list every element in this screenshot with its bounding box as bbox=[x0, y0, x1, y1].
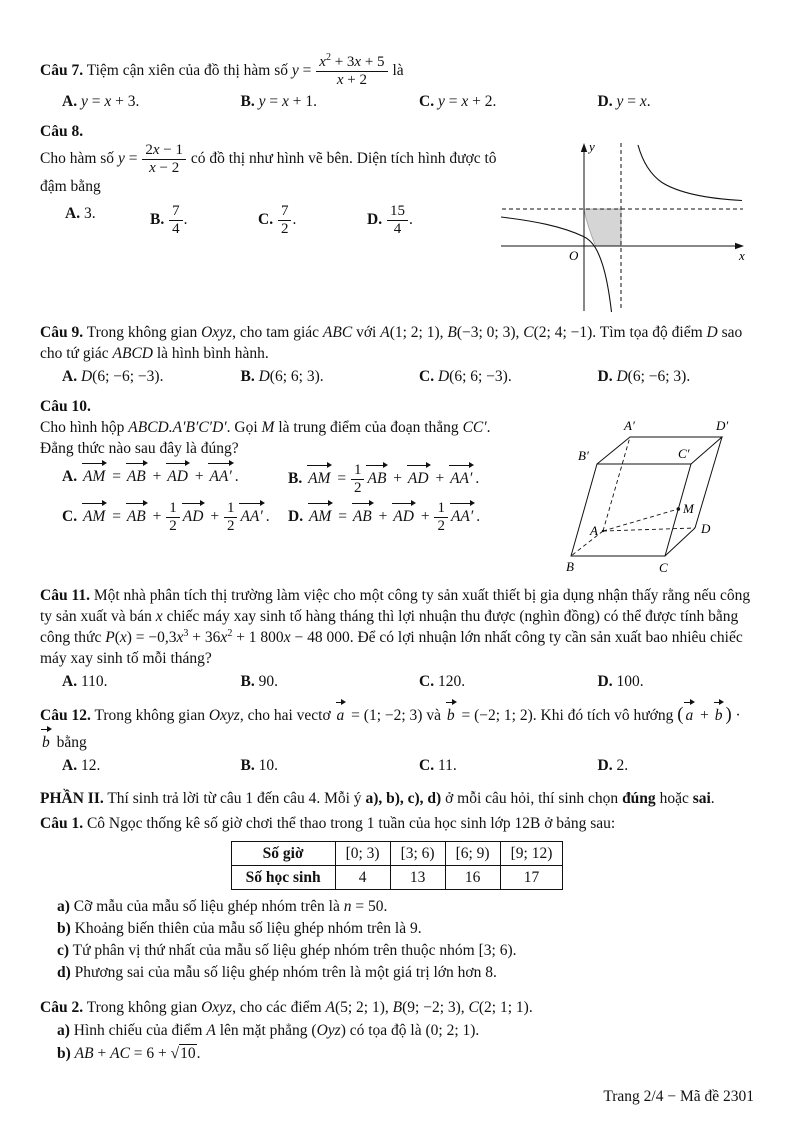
question-8-options bbox=[40, 203, 498, 238]
vertex-c-prime-label: C′ bbox=[678, 445, 690, 461]
item-a-text: Hình chiếu của điểm A lên mặt phẳng (Oyz) có tọa độ là (0; 2; 1). bbox=[73, 1022, 480, 1040]
option-c-value: $\frac{7}{2}$ . bbox=[277, 211, 296, 228]
part2-question-1-body: Cô Ngọc thống kê số giờ chơi thể thao trong 1 tuần của học sinh lớp 12B ở bảng sau: bbox=[86, 814, 616, 832]
option-a bbox=[40, 462, 288, 487]
item-d-key: d) bbox=[57, 964, 71, 982]
option-c-value: y = x + 2. bbox=[437, 92, 497, 110]
option-d-value: D(6; −6; 3). bbox=[616, 367, 691, 385]
item-c bbox=[40, 940, 754, 961]
option-b-key: B. bbox=[150, 211, 165, 229]
question-12-text bbox=[40, 701, 754, 752]
option-a-key: A. bbox=[62, 367, 78, 385]
question-7-body: Tiệm cận xiên của đồ thị hàm số y = $\frac{x^2 + 3x + 5}{x + 2}$ là bbox=[86, 52, 404, 88]
midpoint-m-label: M bbox=[683, 500, 694, 516]
item-a bbox=[40, 896, 754, 917]
option-a-key: A. bbox=[62, 468, 78, 486]
x-axis-label: x bbox=[739, 247, 745, 263]
hyperbola-graph bbox=[498, 137, 760, 313]
option-b bbox=[288, 462, 479, 497]
option-a-key: A. bbox=[65, 205, 81, 223]
question-10-options-row1 bbox=[40, 462, 560, 497]
question-12-options bbox=[40, 755, 754, 776]
option-c-key: C. bbox=[419, 756, 435, 774]
question-10 bbox=[40, 396, 754, 576]
item-b-key: b) bbox=[57, 1044, 71, 1062]
option-b-value: $\frac{7}{4}$ . bbox=[168, 211, 187, 228]
option-c bbox=[397, 755, 576, 776]
option-a-key: A. bbox=[62, 756, 78, 774]
table-cell: [3; 6) bbox=[390, 841, 445, 865]
option-d-value: $\frac{15}{4}$ . bbox=[386, 211, 413, 228]
part-2-instructions: Thí sinh trả lời từ câu 1 đến câu 4. Mỗi ý a), b), c), d) ở mỗi câu hỏi, thí sinh chọn đúng hoặc sai. bbox=[107, 789, 715, 807]
item-b-text: AB + AC = 6 + √10. bbox=[74, 1044, 201, 1062]
question-9 bbox=[40, 322, 754, 387]
question-11-body: Một nhà phân tích thị trường làm việc cho một công ty sản xuất thiết bị gia dụng nhận thấy rằng nếu công ty sản xuất và bán x chiếc máy xay sinh tố hàng tháng thì lợi nhuận thu được (nghìn đồng) có thể được tính bằng công thức $P(x) = -0,3x^3 + 36x^2 + 1$ 800x − 48 000. Để có lợi nhuận lớn nhất công ty cần sản xuất bao nhiêu chiếc máy xay sinh tố mỗi tháng? bbox=[40, 586, 751, 668]
option-b bbox=[150, 203, 258, 238]
question-12 bbox=[40, 701, 754, 775]
question-7-label: Câu 7. bbox=[40, 61, 84, 79]
option-c-key: C. bbox=[419, 92, 435, 110]
option-d-key: D. bbox=[367, 211, 383, 229]
option-c bbox=[397, 671, 576, 692]
option-c-key: C. bbox=[258, 211, 274, 229]
option-d-value: 100. bbox=[616, 673, 644, 691]
option-b-value: D(6; 6; 3). bbox=[258, 367, 324, 385]
part2-question-2 bbox=[40, 997, 754, 1063]
option-a bbox=[40, 203, 150, 224]
table-header-students: Số học sinh bbox=[231, 865, 335, 889]
vertex-d-prime-label: D′ bbox=[716, 417, 729, 433]
question-8-figure bbox=[498, 121, 760, 313]
question-10-line1: Cho hình hộp ABCD.A′B′C′D′. Gọi M là trung điểm của đoạn thẳng CC′. bbox=[40, 418, 491, 436]
option-d-key: D. bbox=[288, 507, 304, 525]
option-d-value: 2. bbox=[616, 756, 629, 774]
table-row bbox=[231, 865, 563, 889]
table-header-hours: Số giờ bbox=[231, 841, 335, 865]
part-2-title: PHẦN II. bbox=[40, 789, 104, 807]
table-row bbox=[231, 841, 563, 865]
option-a-key: A. bbox=[62, 92, 78, 110]
option-d-value: AM = AB + AD + $\frac{1}{2}$ AA′ . bbox=[308, 499, 481, 534]
option-d-key: D. bbox=[597, 92, 613, 110]
option-c-value: 120. bbox=[437, 673, 466, 691]
table-cell: 17 bbox=[500, 865, 563, 889]
question-9-label: Câu 9. bbox=[40, 323, 84, 341]
question-11-options bbox=[40, 671, 754, 692]
part2-question-1-text bbox=[40, 813, 754, 834]
option-a bbox=[40, 671, 219, 692]
option-d-key: D. bbox=[597, 367, 613, 385]
question-10-figure bbox=[560, 396, 754, 576]
option-c-key: C. bbox=[419, 673, 435, 691]
item-b-text: Khoảng biến thiên của mẫu số liệu ghép nhóm trên là 9. bbox=[74, 920, 422, 938]
option-c-key: C. bbox=[62, 507, 78, 525]
option-d bbox=[367, 203, 413, 238]
option-c-value: 11. bbox=[437, 756, 457, 774]
question-12-body: Trong không gian Oxyz, cho hai vectơ a = (1; −2; 3) và b = (−2; 1; 2). Khi đó tích vô hướng ( a + b ) · b bằng bbox=[40, 707, 741, 750]
option-d-key: D. bbox=[597, 756, 613, 774]
option-b-value: 10. bbox=[258, 756, 278, 774]
question-10-textcol bbox=[40, 396, 560, 534]
question-8-textcol bbox=[40, 121, 498, 238]
option-b-value: AM = $\frac{1}{2}$ AB + AD + AA′ . bbox=[308, 462, 480, 496]
option-a bbox=[40, 755, 219, 776]
question-8 bbox=[40, 121, 754, 313]
part2-question-2-text bbox=[40, 997, 754, 1018]
option-d bbox=[576, 91, 755, 112]
table-cell: 16 bbox=[445, 865, 500, 889]
option-b bbox=[219, 671, 398, 692]
option-d bbox=[288, 500, 480, 535]
item-b bbox=[40, 1043, 754, 1064]
vertex-c-label: C bbox=[659, 559, 668, 575]
option-a-value: AM = AB + AD + AA′ . bbox=[81, 468, 239, 485]
item-c-key: c) bbox=[57, 942, 70, 960]
vertex-b-label: B bbox=[566, 558, 574, 574]
option-a bbox=[40, 366, 219, 387]
vertex-d-label: D bbox=[701, 520, 711, 536]
question-8-body: Cho hàm số y = $\frac{2x - 1}{x - 2}$ có đồ thị như hình vẽ bên. Diện tích hình được tô đậm bằng bbox=[40, 141, 497, 196]
part2-question-2-items bbox=[40, 1020, 754, 1063]
item-d bbox=[40, 962, 754, 983]
vertex-a-label: A bbox=[590, 522, 598, 538]
option-a bbox=[40, 91, 219, 112]
table-cell: 4 bbox=[335, 865, 390, 889]
y-axis-label: y bbox=[589, 138, 595, 154]
item-d-text: Phương sai của mẫu số liệu ghép nhóm trên là một giá trị lớn hơn 8. bbox=[74, 964, 497, 982]
table-cell: [0; 3) bbox=[335, 841, 390, 865]
origin-label: O bbox=[569, 247, 579, 263]
item-b-key: b) bbox=[57, 920, 71, 938]
item-c-text: Tứ phân vị thứ nhất của mẫu số liệu ghép nhóm trên thuộc nhóm [3; 6). bbox=[72, 942, 517, 960]
question-10-label: Câu 10. bbox=[40, 397, 91, 415]
option-b-key: B. bbox=[240, 92, 255, 110]
option-d bbox=[576, 366, 755, 387]
part2-question-2-label: Câu 2. bbox=[40, 999, 84, 1017]
part-2-intro bbox=[40, 788, 754, 809]
question-11-text bbox=[40, 585, 754, 669]
option-c bbox=[258, 203, 367, 238]
option-a-value: 12. bbox=[80, 756, 101, 774]
part2-question-1-items bbox=[40, 896, 754, 983]
option-b-value: 90. bbox=[258, 673, 278, 691]
part2-question-1-label: Câu 1. bbox=[40, 814, 84, 832]
option-b-value: y = x + 1. bbox=[258, 92, 317, 110]
part2-question-2-body: Trong không gian Oxyz, cho các điểm A(5; 2; 1), B(9; −2; 3), C(2; 1; 1). bbox=[86, 999, 533, 1017]
item-a bbox=[40, 1020, 754, 1041]
question-11 bbox=[40, 585, 754, 692]
item-a-key: a) bbox=[57, 898, 70, 916]
question-12-label: Câu 12. bbox=[40, 707, 91, 725]
question-7-options bbox=[40, 91, 754, 112]
option-b bbox=[219, 755, 398, 776]
item-b bbox=[40, 918, 754, 939]
question-9-options bbox=[40, 366, 754, 387]
option-a-value: 3. bbox=[83, 205, 96, 223]
question-11-label: Câu 11. bbox=[40, 586, 90, 604]
option-a-value: D(6; −6; −3). bbox=[80, 367, 164, 385]
option-d bbox=[576, 755, 755, 776]
question-9-text bbox=[40, 322, 754, 364]
option-a-key: A. bbox=[62, 673, 78, 691]
option-d-key: D. bbox=[597, 673, 613, 691]
option-c bbox=[40, 500, 288, 535]
option-b-key: B. bbox=[240, 367, 255, 385]
question-7-text bbox=[40, 54, 754, 89]
option-a-value: 110. bbox=[80, 673, 108, 691]
item-a-key: a) bbox=[57, 1022, 70, 1040]
question-10-line2: Đẳng thức nào sau đây là đúng? bbox=[40, 440, 239, 458]
option-b-key: B. bbox=[240, 756, 255, 774]
question-7 bbox=[40, 54, 754, 112]
part2-question-1 bbox=[40, 813, 754, 984]
question-8-label: Câu 8. bbox=[40, 122, 84, 140]
parallelepiped-figure bbox=[566, 410, 738, 576]
option-b-key: B. bbox=[288, 470, 303, 487]
option-c-value: AM = AB + $\frac{1}{2}$ AD + $\frac{1}{2}$ AA′ . bbox=[82, 499, 270, 534]
option-b bbox=[219, 91, 398, 112]
table-cell: 13 bbox=[390, 865, 445, 889]
part-2-header bbox=[40, 788, 754, 809]
table-cell: [9; 12) bbox=[500, 841, 563, 865]
option-c bbox=[397, 366, 576, 387]
hours-frequency-table bbox=[231, 841, 564, 890]
option-c-value: D(6; 6; −3). bbox=[437, 367, 512, 385]
vertex-a-prime-label: A′ bbox=[624, 417, 635, 433]
item-a-text: Cỡ mẫu của mẫu số liệu ghép nhóm trên là n = 50. bbox=[73, 898, 388, 916]
vertex-b-prime-label: B′ bbox=[578, 447, 589, 463]
question-10-options-row2 bbox=[40, 500, 560, 535]
option-a-value: y = x + 3. bbox=[80, 92, 140, 110]
option-c-key: C. bbox=[419, 367, 435, 385]
table-cell: [6; 9) bbox=[445, 841, 500, 865]
option-d-value: y = x. bbox=[616, 92, 651, 110]
question-9-body: Trong không gian Oxyz, cho tam giác ABC với A(1; 2; 1), B(−3; 0; 3), C(2; 4; −1). Tìm tọa độ điểm D sao cho tứ giác ABCD là hình bình hành. bbox=[40, 323, 743, 362]
option-b bbox=[219, 366, 398, 387]
option-c bbox=[397, 91, 576, 112]
option-b-key: B. bbox=[240, 673, 255, 691]
page-footer: Trang 2/4 − Mã đề 2301 bbox=[603, 1088, 754, 1105]
option-d bbox=[576, 671, 755, 692]
